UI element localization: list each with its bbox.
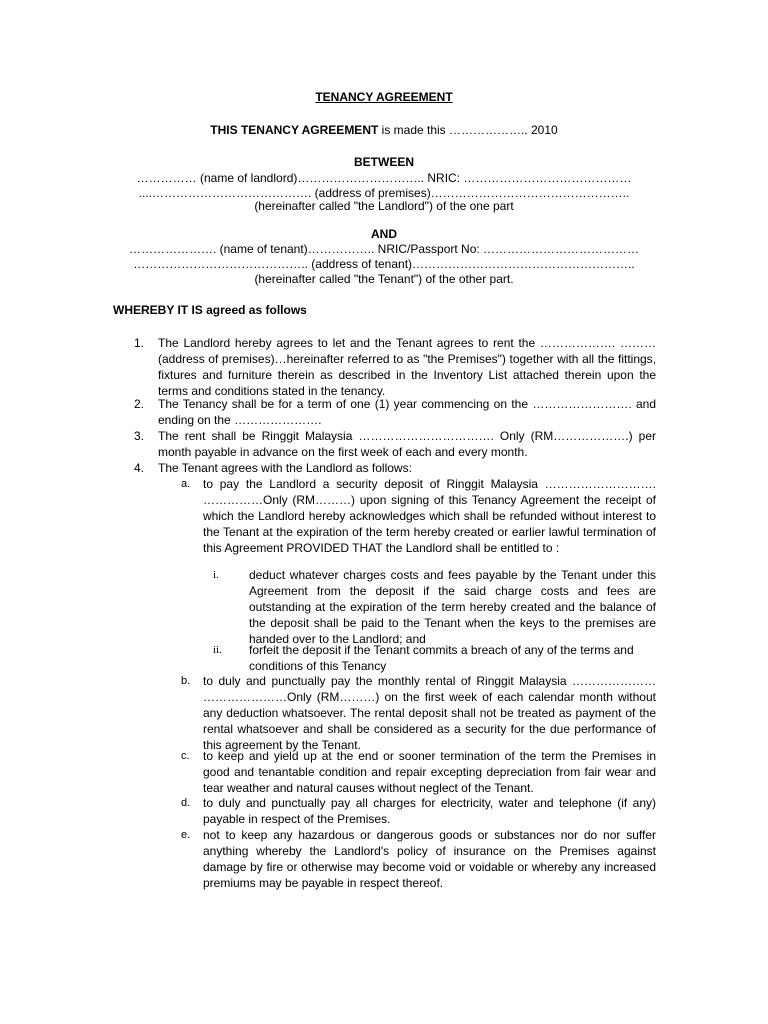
clause-number: 2. xyxy=(134,397,145,411)
between-heading: BETWEEN xyxy=(354,155,414,169)
clause-text: The Landlord hereby agrees to let and the Tenant agrees to rent the ………………. ………(address of premises)…hereinafter referred to as "the Premises") together with all the fittings, fixtures and furniture therein as described in the Inventory List attached therein upon the terms and conditions stated in the tenancy. xyxy=(158,336,656,398)
tenant-address-line: …………………………………….. (address of tenant)……………………………………………….. xyxy=(133,257,635,271)
subclause-letter: c. xyxy=(181,750,190,762)
clause-number: 3. xyxy=(134,429,145,443)
subclause-letter: e. xyxy=(181,829,191,841)
subclause-text: to keep and yield up at the end or sooner termination of the term the Premises in good and tenantable condition and repair excepting depreciation from fair wear and tear weather and natural causes without neglect of the Tenant. xyxy=(203,749,656,795)
clause-text: The Tenancy shall be for a term of one (1) year commencing on the ……………………. and ending on the …………………. xyxy=(158,397,656,427)
agreement-date-line-bold: THIS TENANCY AGREEMENT xyxy=(210,123,379,137)
roman-subclause-text: deduct whatever charges costs and fees payable by the Tenant under this Agreement from the deposit if the said charge costs and fees are outstanding at the expiration of the term hereby created and the balance of the deposit shall be paid to the Tenant when the keys to the premises are handed over to the Landlord; and xyxy=(249,568,656,646)
and-heading: AND xyxy=(371,227,397,241)
subclause-text: to duly and punctually pay the monthly rental of Ringgit Malaysia ………………… …………………Only (RM………) on the first week of each calendar month without any deduction whatsoever. The rental deposit shall not be treated as payment of the rental whatsoever and shall be considered as a security for the due performance of this agreement by the Tenant. xyxy=(203,674,656,752)
document-title: TENANCY AGREEMENT xyxy=(315,90,453,104)
tenant-hereinafter-line: (hereinafter called "the Tenant") of the other part. xyxy=(254,272,514,286)
tenant-name-line: …………………. (name of tenant)…………….. NRIC/Passport No: ………………………………… xyxy=(128,242,640,256)
subclause-text: to pay the Landlord a security deposit of Ringgit Malaysia ………………………. ……………Only (RM………) upon signing of this Tenancy Agreement the receipt of which the Landlord hereby acknowledges which shall be refunded without interest to the Tenant at the expiration of the term hereby created or earlier lawful termination of this Agreement PROVIDED THAT the Landlord shall be entitled to : xyxy=(203,477,656,555)
clause-number: 4. xyxy=(134,461,145,475)
subclause-text: not to keep any hazardous or dangerous goods or substances nor do nor suffer anything whereby the Landlord's policy of insurance on the Premises against damage by fire or otherwise may become void or voidable or whereby any increased premiums may be payable in respect thereof. xyxy=(203,828,656,890)
landlord-name-line: …………… (name of landlord)………………………….. NRIC: …………………………………… xyxy=(136,171,632,185)
landlord-address-line: ....…………………………………. (address of premises)………………………………………….. xyxy=(138,186,630,200)
agreement-date-line xyxy=(112,122,656,138)
clause-text: The rent shall be Ringgit Malaysia ……………………………. Only (RM……………….) per month payable in advance on the first week of each and every month. xyxy=(158,429,656,459)
clause-number: 1. xyxy=(134,336,145,350)
roman-numeral: i. xyxy=(213,569,219,581)
clause-text: The Tenant agrees with the Landlord as follows: xyxy=(158,461,412,475)
subclause-letter: a. xyxy=(181,478,191,490)
subclause-letter: d. xyxy=(181,797,191,809)
landlord-hereinafter-line: (hereinafter called "the Landlord") of the one part xyxy=(254,199,514,213)
roman-numeral: ii. xyxy=(213,644,222,656)
subclause-text: to duly and punctually pay all charges for electricity, water and telephone (if any) payable in respect of the Premises. xyxy=(203,796,656,826)
roman-subclause-text: forfeit the deposit if the Tenant commits a breach of any of the terms and conditions of this Tenancy xyxy=(249,643,634,673)
agreement-date-line-rest: is made this ……………….. 2010 xyxy=(378,123,558,137)
subclause-letter: b. xyxy=(181,675,191,687)
whereby-heading: WHEREBY IT IS agreed as follows xyxy=(113,303,307,317)
